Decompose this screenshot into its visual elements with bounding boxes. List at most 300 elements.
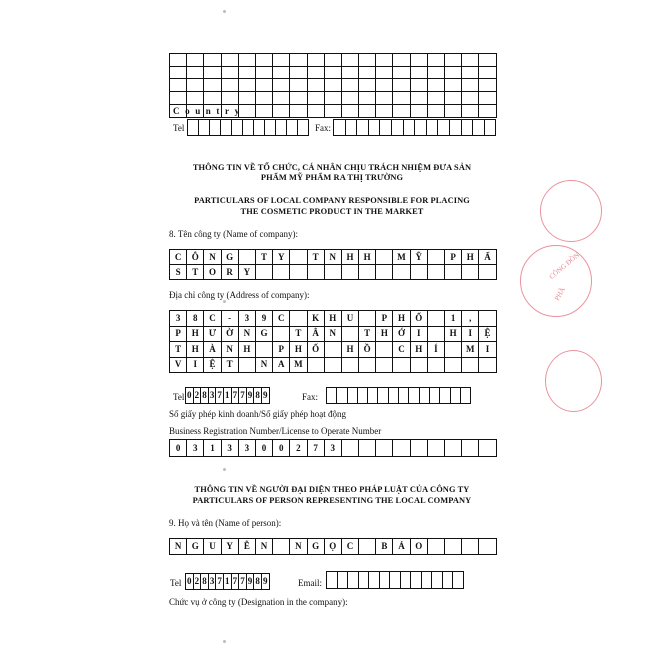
- char-cell: 3: [239, 311, 256, 327]
- punch-hole: [223, 468, 226, 471]
- char-cell: [199, 120, 210, 136]
- char-cell: [376, 92, 393, 105]
- char-cell: [290, 67, 307, 80]
- char-cell: H: [342, 342, 359, 358]
- char-cell: [188, 120, 199, 136]
- char-cell: Ỹ: [411, 250, 428, 265]
- stamp-text-a: CÔNG ĐỒN: [547, 251, 582, 281]
- char-cell: 2: [194, 574, 202, 590]
- char-cell: Â: [308, 327, 325, 343]
- char-cell: Ớ: [393, 327, 410, 343]
- char-cell: [308, 67, 325, 80]
- section-heading-en-2: THE COSMETIC PRODUCT IN THE MARKET: [240, 207, 424, 216]
- char-cell: -: [222, 311, 239, 327]
- char-cell: [376, 342, 393, 358]
- char-cell: [298, 120, 309, 136]
- char-cell: [359, 572, 370, 589]
- char-cell: [393, 54, 410, 67]
- char-cell: [273, 79, 290, 92]
- top-address-grid: [169, 53, 497, 105]
- char-cell: H: [239, 342, 256, 358]
- char-cell: [308, 79, 325, 92]
- char-cell: 1: [445, 311, 462, 327]
- char-cell: H: [462, 250, 479, 265]
- char-cell: [243, 120, 254, 136]
- char-cell: H: [393, 311, 410, 327]
- char-cell: [273, 539, 290, 555]
- char-cell: [428, 79, 445, 92]
- char-cell: M: [462, 342, 479, 358]
- representative-email-grid[interactable]: [326, 571, 464, 589]
- char-cell: [308, 358, 325, 374]
- char-cell: [187, 92, 204, 105]
- char-cell: [273, 92, 290, 105]
- company-fax-grid[interactable]: [326, 387, 471, 404]
- char-cell: [393, 265, 410, 280]
- char-cell: H: [445, 327, 462, 343]
- char-cell: [428, 539, 445, 555]
- company-tel-label: Tel: [173, 392, 185, 402]
- char-cell: [404, 120, 416, 136]
- char-cell: [327, 388, 337, 404]
- char-cell: [358, 388, 368, 404]
- tel-top-grid[interactable]: [187, 119, 309, 136]
- char-cell: [239, 54, 256, 67]
- char-cell: [342, 440, 359, 457]
- char-cell: [411, 92, 428, 105]
- char-cell: 9: [247, 574, 255, 590]
- char-cell: [342, 105, 359, 118]
- char-cell: [327, 572, 338, 589]
- char-cell: [342, 327, 359, 343]
- char-cell: [461, 388, 471, 404]
- char-cell: 3: [187, 440, 204, 457]
- char-cell: [479, 440, 496, 457]
- char-cell: [393, 440, 410, 457]
- char-cell: Ồ: [359, 342, 376, 358]
- company-seal-stamp: [545, 350, 602, 412]
- char-cell: 3: [325, 440, 342, 457]
- char-cell: [428, 265, 445, 280]
- char-cell: [430, 388, 440, 404]
- char-cell: [254, 120, 265, 136]
- char-cell: [287, 120, 298, 136]
- char-cell: C: [342, 539, 359, 555]
- char-cell: [445, 265, 462, 280]
- char-cell: [389, 388, 399, 404]
- char-cell: [428, 311, 445, 327]
- tel-label: Tel: [173, 123, 185, 133]
- char-cell: N: [222, 342, 239, 358]
- char-cell: [376, 358, 393, 374]
- char-cell: M: [393, 250, 410, 265]
- section-heading-vn-1: THÔNG TIN VỀ TỔ CHỨC, CÁ NHÂN CHỊU TRÁCH NHIỆM ĐƯA SẢN: [192, 163, 472, 172]
- char-cell: [479, 79, 496, 92]
- char-cell: P: [170, 327, 187, 343]
- char-cell: [325, 265, 342, 280]
- char-cell: [445, 440, 462, 457]
- char-cell: 3: [239, 440, 256, 457]
- char-cell: M: [290, 358, 307, 374]
- char-cell: [325, 342, 342, 358]
- char-cell: [428, 440, 445, 457]
- char-cell: [170, 67, 187, 80]
- representative-tel-label: Tel: [170, 578, 182, 588]
- char-cell: [290, 92, 307, 105]
- char-cell: [273, 265, 290, 280]
- char-cell: [376, 265, 393, 280]
- char-cell: [359, 54, 376, 67]
- char-cell: I: [187, 358, 204, 374]
- company-name-grid[interactable]: [169, 249, 497, 280]
- char-cell: N: [239, 327, 256, 343]
- char-cell: Y: [222, 539, 239, 555]
- char-cell: O: [411, 539, 428, 555]
- char-cell: [428, 358, 445, 374]
- char-cell: 8: [201, 388, 209, 404]
- char-cell: [380, 572, 391, 589]
- char-cell: [342, 92, 359, 105]
- char-cell: 1: [204, 440, 221, 457]
- char-cell: [479, 67, 496, 80]
- char-cell: [411, 79, 428, 92]
- char-cell: 0: [256, 440, 273, 457]
- char-cell: [450, 120, 462, 136]
- char-cell: T: [222, 358, 239, 374]
- char-cell: R: [222, 265, 239, 280]
- company-address-grid[interactable]: [169, 310, 497, 373]
- char-cell: [325, 358, 342, 374]
- char-cell: 8: [201, 574, 209, 590]
- char-cell: [239, 92, 256, 105]
- char-cell: [473, 120, 485, 136]
- char-cell: T: [187, 265, 204, 280]
- char-cell: [378, 388, 388, 404]
- char-cell: T: [290, 327, 307, 343]
- company-tel-grid[interactable]: [185, 387, 270, 404]
- char-cell: 9: [262, 388, 270, 404]
- char-cell: H: [290, 342, 307, 358]
- char-cell: [276, 120, 287, 136]
- char-cell: [256, 67, 273, 80]
- fax-top-grid[interactable]: [333, 119, 496, 136]
- char-cell: A: [273, 358, 290, 374]
- section-heading-vn-2: PHẨM MỸ PHẨM RA THỊ TRƯỜNG: [260, 173, 404, 182]
- char-cell: [348, 388, 358, 404]
- char-cell: [256, 79, 273, 92]
- char-cell: [376, 105, 393, 118]
- char-cell: [187, 79, 204, 92]
- char-cell: [479, 105, 496, 118]
- char-cell: [438, 120, 450, 136]
- char-cell: [393, 358, 410, 374]
- char-cell: [204, 67, 221, 80]
- char-cell: 8: [254, 574, 262, 590]
- designation-label: Chức vụ ở công ty (Designation in the company):: [169, 597, 348, 607]
- char-cell: [462, 79, 479, 92]
- char-cell: [359, 265, 376, 280]
- char-cell: [393, 67, 410, 80]
- char-cell: [415, 120, 427, 136]
- char-cell: [290, 79, 307, 92]
- char-cell: [432, 572, 443, 589]
- char-cell: Í: [428, 342, 445, 358]
- char-cell: 3: [209, 574, 217, 590]
- char-cell: [409, 388, 419, 404]
- char-cell: [232, 120, 243, 136]
- license-grid[interactable]: [169, 439, 497, 457]
- char-cell: [411, 440, 428, 457]
- representative-email-label: Email:: [298, 578, 322, 588]
- char-cell: Ờ: [222, 327, 239, 343]
- char-cell: 1: [224, 574, 232, 590]
- char-cell: Ư: [204, 327, 221, 343]
- char-cell: [411, 572, 422, 589]
- char-cell: [308, 92, 325, 105]
- char-cell: [445, 67, 462, 80]
- char-cell: [337, 388, 347, 404]
- char-cell: Ệ: [479, 327, 496, 343]
- char-cell: [342, 358, 359, 374]
- license-label-en: Business Registration Number/License to Operate Number: [169, 426, 382, 436]
- char-cell: [342, 54, 359, 67]
- char-cell: [401, 572, 412, 589]
- char-cell: [239, 79, 256, 92]
- char-cell: [256, 105, 273, 118]
- char-cell: [170, 79, 187, 92]
- char-cell: C: [273, 311, 290, 327]
- char-cell: [445, 54, 462, 67]
- char-cell: T: [170, 342, 187, 358]
- char-cell: N: [290, 539, 307, 555]
- char-cell: [462, 440, 479, 457]
- char-cell: [445, 342, 462, 358]
- country-label: Country: [173, 106, 245, 116]
- char-cell: H: [376, 327, 393, 343]
- char-cell: Ọ: [325, 539, 342, 555]
- char-cell: [369, 120, 381, 136]
- char-cell: [445, 539, 462, 555]
- char-cell: [376, 54, 393, 67]
- char-cell: [290, 250, 307, 265]
- char-cell: [256, 54, 273, 67]
- representative-tel-grid[interactable]: [185, 573, 270, 590]
- char-cell: H: [411, 342, 428, 358]
- char-cell: [170, 92, 187, 105]
- char-cell: C: [170, 250, 187, 265]
- char-cell: 2: [290, 440, 307, 457]
- company-seal-stamp: [540, 180, 602, 242]
- char-cell: [342, 67, 359, 80]
- char-cell: [462, 265, 479, 280]
- char-cell: [376, 440, 393, 457]
- char-cell: [325, 67, 342, 80]
- char-cell: 7: [216, 574, 224, 590]
- char-cell: 9: [262, 574, 270, 590]
- char-cell: Ệ: [204, 358, 221, 374]
- char-cell: Ễ: [239, 539, 256, 555]
- company-name-label: 8. Tên công ty (Name of company):: [169, 229, 299, 239]
- char-cell: [393, 79, 410, 92]
- char-cell: [308, 105, 325, 118]
- country-grid[interactable]: [169, 104, 497, 118]
- char-cell: 0: [186, 388, 194, 404]
- char-cell: H: [187, 327, 204, 343]
- char-cell: [359, 440, 376, 457]
- char-cell: [359, 358, 376, 374]
- char-cell: [338, 572, 349, 589]
- punch-hole: [223, 10, 226, 13]
- char-cell: G: [256, 327, 273, 343]
- char-cell: P: [273, 342, 290, 358]
- punch-hole: [223, 300, 226, 303]
- char-cell: [411, 358, 428, 374]
- char-cell: [325, 105, 342, 118]
- char-cell: N: [170, 539, 187, 555]
- char-cell: [392, 120, 404, 136]
- char-cell: 7: [308, 440, 325, 457]
- char-cell: [359, 79, 376, 92]
- char-cell: [170, 54, 187, 67]
- char-cell: 8: [254, 388, 262, 404]
- company-fax-label: Fax:: [302, 392, 319, 402]
- char-cell: [359, 67, 376, 80]
- char-cell: [342, 79, 359, 92]
- char-cell: I: [479, 342, 496, 358]
- char-cell: N: [256, 358, 273, 374]
- char-cell: [453, 572, 464, 589]
- char-cell: [239, 250, 256, 265]
- char-cell: [376, 250, 393, 265]
- char-cell: 7: [239, 574, 247, 590]
- representative-name-grid[interactable]: [169, 538, 497, 555]
- char-cell: [479, 92, 496, 105]
- char-cell: [428, 250, 445, 265]
- char-cell: [368, 388, 378, 404]
- char-cell: [187, 67, 204, 80]
- char-cell: 7: [232, 574, 240, 590]
- char-cell: [359, 105, 376, 118]
- char-cell: [273, 105, 290, 118]
- char-cell: O: [204, 265, 221, 280]
- char-cell: [359, 92, 376, 105]
- char-cell: [390, 572, 401, 589]
- section-heading-en-1: PARTICULARS OF LOCAL COMPANY RESPONSIBLE FOR PLACING: [194, 196, 470, 205]
- representative-name-label: 9. Họ và tên (Name of person):: [169, 518, 282, 528]
- char-cell: [376, 67, 393, 80]
- char-cell: [187, 54, 204, 67]
- char-cell: 1: [224, 388, 232, 404]
- char-cell: 3: [209, 388, 217, 404]
- char-cell: [428, 92, 445, 105]
- char-cell: [308, 54, 325, 67]
- char-cell: 2: [194, 388, 202, 404]
- char-cell: 0: [186, 574, 194, 590]
- char-cell: N: [325, 327, 342, 343]
- char-cell: [369, 572, 380, 589]
- char-cell: 9: [247, 388, 255, 404]
- char-cell: [222, 54, 239, 67]
- char-cell: [428, 67, 445, 80]
- char-cell: G: [308, 539, 325, 555]
- char-cell: [380, 120, 392, 136]
- char-cell: I: [462, 327, 479, 343]
- char-cell: G: [187, 539, 204, 555]
- char-cell: B: [376, 539, 393, 555]
- char-cell: Ẩ: [479, 250, 496, 265]
- char-cell: [422, 572, 433, 589]
- char-cell: [462, 120, 474, 136]
- char-cell: [359, 539, 376, 555]
- representative-heading-2: PARTICULARS OF PERSON REPRESENTING THE LOCAL COMPANY: [192, 496, 472, 505]
- char-cell: H: [325, 311, 342, 327]
- char-cell: N: [204, 250, 221, 265]
- char-cell: N: [325, 250, 342, 265]
- char-cell: [393, 92, 410, 105]
- char-cell: [428, 54, 445, 67]
- char-cell: [427, 120, 439, 136]
- char-cell: [325, 54, 342, 67]
- char-cell: [479, 265, 496, 280]
- char-cell: [411, 54, 428, 67]
- char-cell: U: [204, 539, 221, 555]
- char-cell: N: [256, 539, 273, 555]
- char-cell: [204, 79, 221, 92]
- char-cell: C: [204, 311, 221, 327]
- char-cell: [256, 92, 273, 105]
- char-cell: 7: [239, 388, 247, 404]
- char-cell: [348, 572, 359, 589]
- char-cell: [342, 265, 359, 280]
- char-cell: [239, 67, 256, 80]
- fax-label: Fax:: [315, 123, 332, 133]
- char-cell: [308, 265, 325, 280]
- char-cell: 8: [187, 311, 204, 327]
- char-cell: [411, 265, 428, 280]
- char-cell: [428, 327, 445, 343]
- char-cell: 3: [170, 311, 187, 327]
- char-cell: 9: [256, 311, 273, 327]
- char-cell: H: [359, 250, 376, 265]
- char-cell: [479, 358, 496, 374]
- char-cell: [359, 311, 376, 327]
- char-cell: T: [256, 250, 273, 265]
- char-cell: [376, 79, 393, 92]
- char-cell: [462, 67, 479, 80]
- char-cell: [462, 539, 479, 555]
- char-cell: [443, 572, 454, 589]
- char-cell: [222, 67, 239, 80]
- char-cell: [256, 342, 273, 358]
- char-cell: T: [308, 250, 325, 265]
- char-cell: [204, 54, 221, 67]
- char-cell: 7: [232, 388, 240, 404]
- char-cell: K: [308, 311, 325, 327]
- char-cell: [462, 92, 479, 105]
- char-cell: Ố: [411, 311, 428, 327]
- char-cell: [451, 388, 461, 404]
- char-cell: Y: [239, 265, 256, 280]
- char-cell: H: [187, 342, 204, 358]
- char-cell: [290, 105, 307, 118]
- company-address-label: Địa chỉ công ty (Address of company):: [169, 290, 310, 300]
- char-cell: [273, 54, 290, 67]
- char-cell: H: [342, 250, 359, 265]
- char-cell: U: [342, 311, 359, 327]
- char-cell: ,: [462, 311, 479, 327]
- char-cell: [210, 120, 221, 136]
- char-cell: [485, 120, 497, 136]
